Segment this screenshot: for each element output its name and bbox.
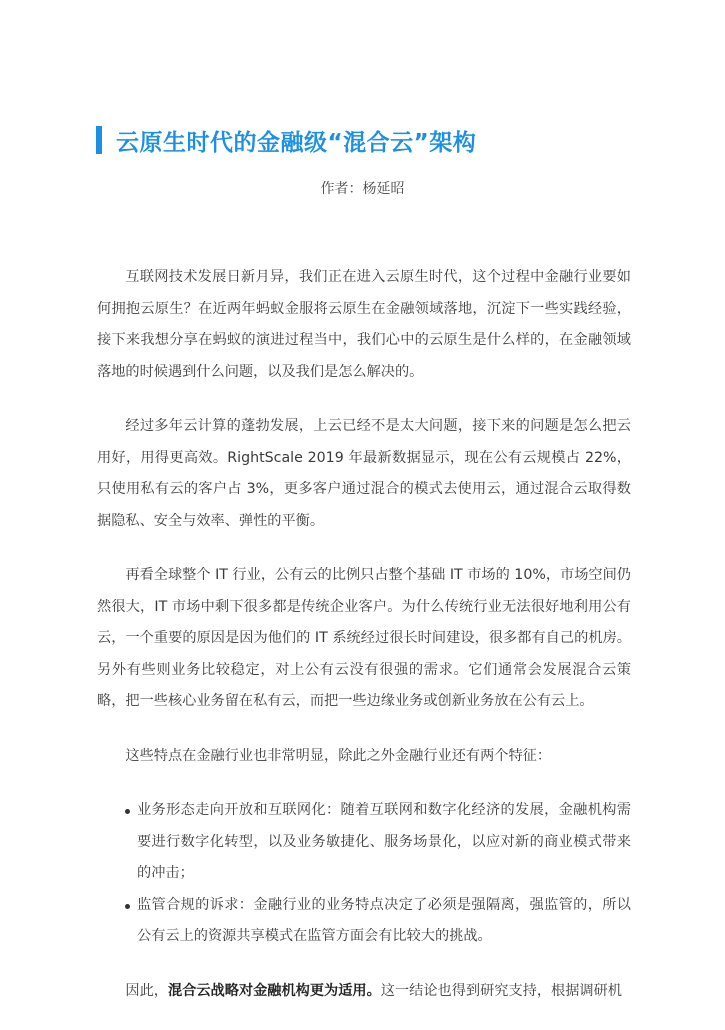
list-item bbox=[97, 890, 631, 953]
title-accent-bar bbox=[96, 126, 102, 154]
title-block bbox=[96, 124, 476, 156]
list-item-text: 业务形态走向开放和互联网化：随着互联网和数字化经济的发展，金融机构需要进行数字化转型，以及业务敏捷化、服务场景化，以应对新的商业模式带来的冲击； bbox=[137, 802, 631, 881]
author-name: 杨延昭 bbox=[362, 181, 405, 197]
conclusion-prefix: 因此， bbox=[125, 982, 168, 999]
paragraph-finance-features: 这些特点在金融行业也非常明显，除此之外金融行业还有两个特征： bbox=[125, 747, 552, 764]
article-body bbox=[97, 262, 631, 1030]
paragraph-it-market: 再看全球整个 IT 行业，公有云的比例只占整个基础 IT 市场的 10%，市场空间仍然很大，IT 市场中剩下很多都是传统企业客户。为什么传统行业无法很好地利用公有云，一个重要的原因是因为他们的 IT 系统经过很长时间建设，很多都有自己的机房。另外有些则业务比较稳定，对上公有云没有很强的需求。它们通常会发展混合云策略，把一些核心业务留在私有云，而把一些边缘业务或创新业务放在公有云上。 bbox=[97, 567, 631, 709]
conclusion-emphasis: 混合云战略对金融机构更为适用。 bbox=[167, 982, 381, 999]
list-item bbox=[97, 795, 631, 890]
feature-list bbox=[97, 795, 631, 953]
paragraph-intro: 互联网技术发展日新月异，我们正在进入云原生时代，这个过程中金融行业要如何拥抱云原生？在近两年蚂蚁金服将云原生在金融领域落地，沉淀下一些实践经验，接下来我想分享在蚂蚁的演进过程当中，我们心中的云原生是什么样的，在金融领域落地的时候遇到什么问题，以及我们是怎么解决的。 bbox=[97, 269, 631, 380]
list-item-text: 监管合规的诉求：金融行业的业务特点决定了必须是强隔离，强监管的，所以公有云上的资源共享模式在监管方面会有比较大的挑战。 bbox=[137, 896, 631, 944]
conclusion-suffix: 这一结论也得到研究支持，根据调研机 bbox=[380, 982, 622, 999]
paragraph-conclusion bbox=[97, 976, 631, 1008]
author-line bbox=[0, 178, 725, 198]
article-title: 云原生时代的金融级“混合云”架构 bbox=[116, 129, 477, 156]
bullet-icon bbox=[125, 904, 130, 909]
paragraph-cloud-usage: 经过多年云计算的蓬勃发展，上云已经不是太大问题，接下来的问题是怎么把云用好，用得更高效。RightScale 2019 年最新数据显示，现在公有云规模占 22%，只使用私有云的客户占 3%，更多客户通过混合的模式去使用云，通过混合云取得数据隐私、安全与效率、弹性的平衡。 bbox=[97, 418, 631, 529]
author-label: 作者： bbox=[320, 181, 363, 197]
bullet-icon bbox=[125, 809, 130, 814]
